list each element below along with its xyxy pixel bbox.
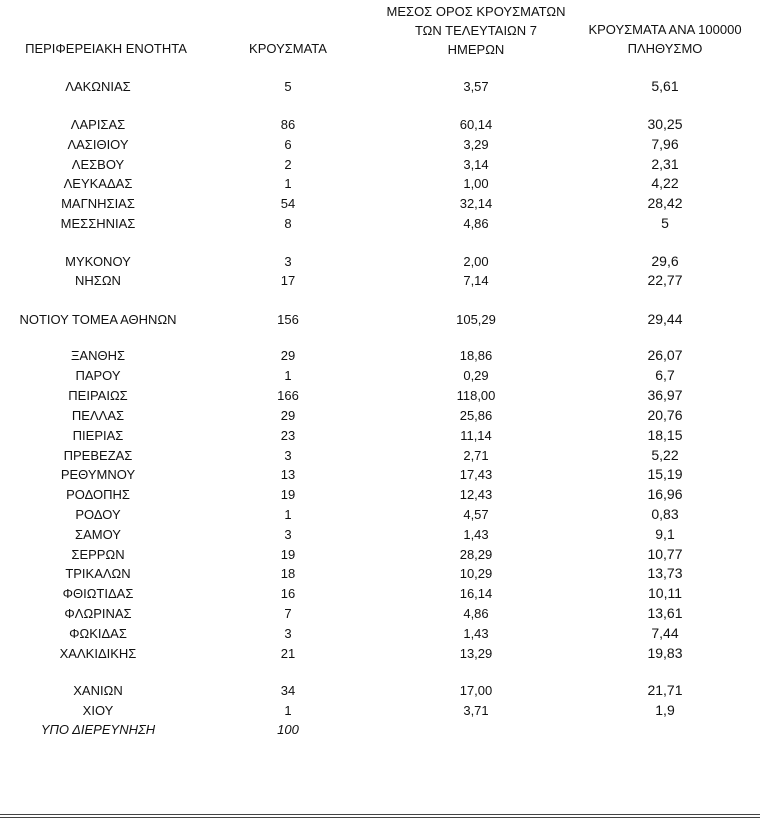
region-cell: ΛΑΡΙΣΑΣ [70, 117, 126, 132]
cases-cell: 3 [284, 626, 292, 641]
region-cell: ΡΕΘΥΜΝΟΥ [60, 467, 136, 482]
header-cases: ΚΡΟΥΣΜΑΤΑ [249, 41, 327, 56]
per-100000-cell: 7,44 [651, 625, 679, 641]
table-row [0, 77, 760, 96]
avg-7-days-cell: 0,29 [463, 368, 489, 383]
per-100000-cell: 13,61 [647, 605, 683, 621]
per-100000-cell: 1,9 [655, 702, 675, 718]
cases-cell: 166 [277, 388, 299, 403]
avg-7-days-cell: 7,14 [463, 273, 489, 288]
per-100000-cell: 26,07 [647, 347, 683, 363]
per-100000-cell: 6,7 [655, 367, 675, 383]
cases-cell: 5 [284, 79, 292, 94]
region-cell: ΠΙΕΡΙΑΣ [72, 428, 124, 443]
per-100000-cell: 29,44 [647, 311, 683, 327]
cases-cell: 23 [280, 428, 296, 443]
region-cell: ΦΩΚΙΔΑΣ [69, 626, 127, 641]
per-100000-cell: 10,11 [648, 585, 682, 601]
header-avg-line: ΤΩΝ ΤΕΛΕΥΤΑΙΩΝ 7 [414, 23, 538, 38]
cases-cell: 100 [277, 722, 299, 737]
header-avg-line: ΗΜΕΡΩΝ [447, 42, 505, 57]
cases-cell: 34 [280, 683, 296, 698]
cases-cell: 86 [280, 117, 296, 132]
region-cell: ΠΑΡΟΥ [75, 368, 121, 383]
region-cell: ΛΕΣΒΟΥ [71, 157, 125, 172]
avg-7-days-cell: 17,00 [459, 683, 493, 698]
region-cell: ΠΕΛΛΑΣ [71, 408, 125, 423]
region-cell: ΧΑΝΙΩΝ [73, 683, 123, 698]
per-100000-cell: 10,77 [647, 546, 683, 562]
region-cell: ΝΗΣΩΝ [75, 273, 121, 288]
table-row-under-investigation [0, 720, 760, 739]
header-avg-line: ΜΕΣΟΣ ΟΡΟΣ ΚΡΟΥΣΜΑΤΩΝ [386, 4, 566, 19]
cases-cell: 29 [280, 348, 296, 363]
per-100000-cell: 5,61 [651, 78, 679, 94]
table-row [0, 701, 760, 720]
header-per-100000 [570, 20, 760, 58]
region-cell: ΡΟΔΟΥ [75, 507, 121, 522]
region-cell: ΡΟΔΟΠΗΣ [66, 487, 130, 502]
per-100000-cell: 4,22 [651, 175, 679, 191]
avg-7-days-cell: 3,14 [463, 157, 489, 172]
avg-7-days-cell: 60,14 [459, 117, 493, 132]
table-row [0, 214, 760, 233]
per-100000-cell: 29,6 [651, 253, 679, 269]
cases-cell: 6 [284, 137, 292, 152]
avg-7-days-cell: 16,14 [459, 586, 493, 601]
avg-7-days-cell: 32,14 [459, 196, 493, 211]
table-row [0, 115, 760, 134]
cases-cell: 7 [284, 606, 292, 621]
avg-7-days-cell: 118,00 [456, 388, 496, 403]
region-cell: ΠΕΙΡΑΙΩΣ [68, 388, 128, 403]
region-cell: ΛΑΚΩΝΙΑΣ [65, 79, 131, 94]
table-row [0, 271, 760, 290]
cases-cell: 156 [277, 312, 299, 327]
cases-cell: 19 [280, 547, 296, 562]
per-100000-cell: 2,31 [651, 156, 679, 172]
avg-7-days-cell: 25,86 [459, 408, 493, 423]
avg-7-days-cell: 11,14 [460, 428, 492, 443]
cases-cell: 2 [284, 157, 292, 172]
cases-cell: 29 [280, 408, 296, 423]
avg-7-days-cell: 10,29 [459, 566, 493, 581]
region-cell: ΛΕΥΚΑΔΑΣ [63, 176, 133, 191]
table-row [0, 545, 760, 564]
region-cell: ΤΡΙΚΑΛΩΝ [65, 566, 131, 581]
region-cell: ΥΠΟ ΔΙΕΡΕΥΝΗΣΗ [40, 722, 156, 737]
avg-7-days-cell: 4,86 [463, 216, 489, 231]
avg-7-days-cell: 4,86 [463, 606, 489, 621]
table-row [0, 252, 760, 271]
table-row [0, 644, 760, 663]
cases-cell: 1 [284, 368, 292, 383]
region-cell: ΛΑΣΙΘΙΟΥ [67, 137, 129, 152]
avg-7-days-cell: 1,00 [463, 176, 489, 191]
table-row [0, 624, 760, 643]
cases-cell: 13 [280, 467, 296, 482]
per-100000-cell: 16,96 [647, 486, 683, 502]
table-row [0, 505, 760, 524]
avg-7-days-cell: 3,29 [463, 137, 489, 152]
region-cell: ΜΥΚΟΝΟΥ [65, 254, 131, 269]
header-avg [368, 2, 584, 59]
avg-7-days-cell: 4,57 [463, 507, 489, 522]
avg-7-days-cell: 1,43 [463, 527, 489, 542]
region-cell: ΧΙΟΥ [82, 703, 114, 718]
avg-7-days-cell: 17,43 [459, 467, 493, 482]
table-row [0, 406, 760, 425]
header-per-line: ΠΛΗΘΥΣΜΟ [627, 41, 703, 56]
avg-7-days-cell: 28,29 [459, 547, 493, 562]
per-100000-cell: 36,97 [647, 387, 683, 403]
per-100000-cell: 20,76 [647, 407, 683, 423]
region-cell: ΦΘΙΩΤΙΔΑΣ [62, 586, 134, 601]
cases-cell: 1 [284, 703, 292, 718]
region-cell: ΧΑΛΚΙΔΙΚΗΣ [59, 646, 137, 661]
cases-cell: 3 [284, 448, 292, 463]
per-100000-cell: 0,83 [651, 506, 679, 522]
cases-cell: 21 [280, 646, 296, 661]
cases-cell: 19 [280, 487, 296, 502]
cases-cell: 18 [280, 566, 296, 581]
table-row [0, 366, 760, 385]
per-100000-cell: 5,22 [651, 447, 679, 463]
cases-cell: 3 [284, 527, 292, 542]
avg-7-days-cell: 1,43 [463, 626, 489, 641]
avg-7-days-cell: 18,86 [459, 348, 493, 363]
table-row [0, 564, 760, 583]
table-row [0, 584, 760, 603]
region-cell: ΝΟΤΙΟΥ ΤΟΜΕΑ ΑΘΗΝΩΝ [19, 312, 177, 327]
cases-cell: 3 [284, 254, 292, 269]
cases-cell: 17 [280, 273, 296, 288]
avg-7-days-cell: 12,43 [459, 487, 493, 502]
per-100000-cell: 22,77 [647, 272, 683, 288]
table-row [0, 681, 760, 700]
table-row [0, 465, 760, 484]
table-row [0, 525, 760, 544]
header-per-line: ΚΡΟΥΣΜΑΤΑ ΑΝΑ 100000 [588, 22, 742, 37]
table-row [0, 310, 760, 329]
per-100000-cell: 21,71 [647, 682, 683, 698]
cases-cell: 1 [284, 176, 292, 191]
avg-7-days-cell: 2,71 [463, 448, 489, 463]
per-100000-cell: 9,1 [655, 526, 675, 542]
cases-cell: 16 [280, 586, 296, 601]
region-cell: ΜΑΓΝΗΣΙΑΣ [61, 196, 135, 211]
region-cell: ΞΑΝΘΗΣ [70, 348, 126, 363]
table-row [0, 485, 760, 504]
table-row [0, 155, 760, 174]
per-100000-cell: 15,19 [647, 466, 683, 482]
cases-cell: 54 [280, 196, 296, 211]
cases-cell: 1 [284, 507, 292, 522]
per-100000-cell: 19,83 [647, 645, 683, 661]
per-100000-cell: 18,15 [647, 427, 683, 443]
table-row [0, 386, 760, 405]
region-cell: ΣΕΡΡΩΝ [71, 547, 125, 562]
header-region: ΠΕΡΙΦΕΡΕΙΑΚΗ ΕΝΟΤΗΤΑ [25, 41, 187, 56]
table-row [0, 135, 760, 154]
bottom-rule [0, 814, 760, 815]
per-100000-cell: 5 [661, 215, 669, 231]
avg-7-days-cell: 105,29 [456, 312, 496, 327]
bottom-rule [0, 817, 760, 818]
avg-7-days-cell: 3,57 [463, 79, 489, 94]
table-row [0, 604, 760, 623]
table-row [0, 174, 760, 193]
per-100000-cell: 7,96 [651, 136, 679, 152]
per-100000-cell: 13,73 [647, 565, 683, 581]
table-row [0, 194, 760, 213]
per-100000-cell: 28,42 [647, 195, 683, 211]
region-cell: ΜΕΣΣΗΝΙΑΣ [60, 216, 136, 231]
table-row [0, 426, 760, 445]
avg-7-days-cell: 2,00 [463, 254, 489, 269]
cases-cell: 8 [284, 216, 292, 231]
region-cell: ΣΑΜΟΥ [75, 527, 121, 542]
avg-7-days-cell: 3,71 [463, 703, 489, 718]
table-row [0, 346, 760, 365]
region-cell: ΠΡΕΒΕΖΑΣ [63, 448, 133, 463]
avg-7-days-cell: 13,29 [459, 646, 493, 661]
region-cell: ΦΛΩΡΙΝΑΣ [64, 606, 132, 621]
table-row [0, 446, 760, 465]
per-100000-cell: 30,25 [647, 116, 683, 132]
